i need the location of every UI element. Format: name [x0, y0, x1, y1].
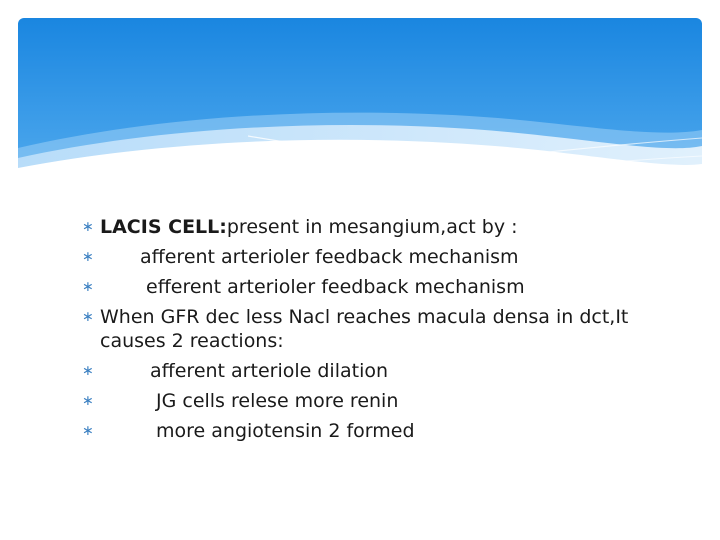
asterisk-bullet-icon: ∗	[82, 309, 94, 325]
asterisk-bullet-icon: ∗	[82, 279, 94, 295]
asterisk-bullet-icon: ∗	[82, 219, 94, 235]
bullet-text: present in mesangium,act by :	[226, 216, 518, 238]
bullet-text: When GFR dec less Nacl reaches macula densa in dct,It causes 2 reactions:	[100, 306, 629, 352]
list-item	[82, 416, 642, 446]
term-label: LACIS CELL:	[100, 216, 227, 238]
list-item	[82, 356, 642, 386]
bullet-text: more angiotensin 2 formed	[156, 420, 415, 442]
list-item	[82, 386, 642, 416]
bullet-text: efferent arterioler feedback mechanism	[146, 276, 525, 298]
asterisk-bullet-icon: ∗	[82, 423, 94, 439]
asterisk-bullet-icon: ∗	[82, 393, 94, 409]
bullet-list	[82, 212, 642, 446]
bullet-text: afferent arteriole dilation	[150, 360, 389, 382]
asterisk-bullet-icon: ∗	[82, 249, 94, 265]
header-wave-graphic	[18, 18, 702, 208]
slide-body	[82, 212, 642, 446]
list-item	[82, 302, 642, 356]
bullet-text: JG cells relese more renin	[156, 390, 399, 412]
list-item	[82, 272, 642, 302]
header-banner	[18, 18, 702, 208]
asterisk-bullet-icon: ∗	[82, 363, 94, 379]
bullet-text: afferent arterioler feedback mechanism	[140, 246, 519, 268]
list-item	[82, 212, 642, 242]
list-item	[82, 242, 642, 272]
